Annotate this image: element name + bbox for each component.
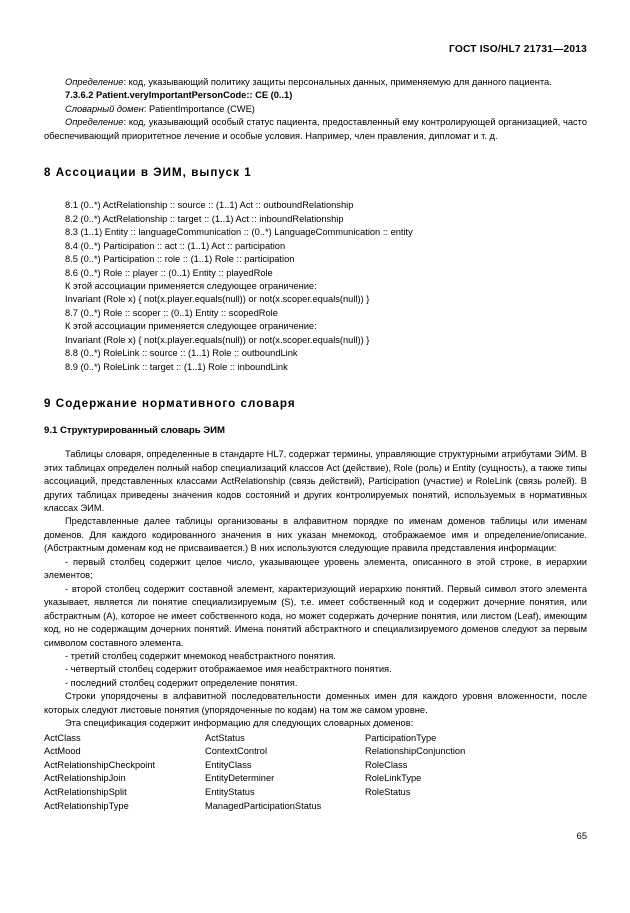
association-list xyxy=(44,199,587,374)
table-row xyxy=(44,759,587,773)
association-item: 8.4 (0..*) Participation :: act :: (1..1) Act :: participation xyxy=(65,240,286,251)
association-invariant: Invariant (Role x) { not(x.player.equals(null)) or not(x.scoper.equals(null)) } xyxy=(65,334,370,345)
domain-name-cell: ActClass xyxy=(44,732,81,743)
table-row xyxy=(44,745,587,759)
section-8-heading: 8 Ассоциации в ЭИМ, выпуск 1 xyxy=(44,166,252,180)
association-constraint-note: К этой ассоциации применяется следующее ограничение: xyxy=(65,321,317,332)
association-item: 8.8 (0..*) RoleLink :: source :: (1..1) Role :: outboundLink xyxy=(65,348,298,359)
body-paragraph: Таблицы словаря, определенные в стандарте HL7, содержат термины, управляющие структурными атрибутами ЭИМ. В этих таблицах определен полный набор специализаций классов Act (действие), Role (роль) и Entity (сущность), а также типы ассоциаций, представленных классами ActRelationship (связь действий), Participation (участие) и RoleLink (связь ролей). В других таблицах приведены значения кодов состояний и других контролируемых понятий, используемых в нормативных классах ЭИМ. xyxy=(44,449,587,513)
definition-text-2: : код, указывающий особый статус пациента, предоставленный ему контролирующей организацией, часто обеспечивающий приоритетное лечение и особые условия. Например, член правления, дипломат и т. д. xyxy=(44,117,587,141)
body-paragraph: Эта спецификация содержит информацию для следующих словарных доменов: xyxy=(65,718,414,729)
table-row xyxy=(44,732,587,746)
definition-label: Определение xyxy=(65,77,124,87)
domain-name-cell: EntityStatus xyxy=(205,787,255,798)
body-paragraph: Представленные далее таблицы организованы в алфавитном порядке по именам доменов таблицы или именам доменов. Для каждого кодированного значения в них указан мнемокод, отображаемое имя и определение/описание. (Абстрактным доменам код не присваивается.) В них используются следующие правила представления информации: xyxy=(44,516,587,554)
rule-item: - второй столбец содержит составной элемент, характеризующий иерархию понятий. Первый символ этого элемента указывает, является ли понятие специализируемым (S), т.е. имеет собственный код и содержит дочерние понятия, или абстрактным (А), которое не имеет собственного кода, но может содержать дочерние понятия, или листом (Leaf), имеющим код, но не содержащим дочерних понятий. Имена понятий абстрактного и специализируемого доменов следуют за первым символом составного элемента. xyxy=(44,583,587,648)
rule-item: - первый столбец содержит целое число, указывающее уровень элемента, описанного в этой строке, в иерархии элементов; xyxy=(44,556,587,581)
vocabulary-domain-line xyxy=(44,103,587,116)
page-number: 65 xyxy=(576,831,587,841)
domain-name-cell xyxy=(365,800,587,814)
domain-name-cell: ManagedParticipationStatus xyxy=(205,800,322,811)
association-item: 8.3 (1..1) Entity :: languageCommunication :: (0..*) LanguageCommunication :: entity xyxy=(65,227,413,238)
association-invariant: Invariant (Role x) { not(x.player.equals(null)) or not(x.scoper.equals(null)) } xyxy=(65,294,370,305)
spacer-after-section-8-heading xyxy=(44,180,587,199)
domain-name-cell: ActStatus xyxy=(205,732,245,743)
domain-name-cell: ActRelationshipSplit xyxy=(44,787,127,798)
domain-name-cell: ActMood xyxy=(44,746,81,757)
page-content xyxy=(44,76,587,813)
clause-heading-7362: 7.3.6.2 Patient.veryImportantPersonCode:: CE (0..1) xyxy=(65,90,293,101)
body-paragraph: Строки упорядочены в алфавитной последовательности доменных имен для каждого уровня вложенности, после которых следуют листовые понятия (упорядоченные по кодам) на том же самом уровне. xyxy=(44,691,587,715)
domain-name-cell: EntityDeterminer xyxy=(205,773,275,784)
association-item: 8.1 (0..*) ActRelationship :: source :: (1..1) Act :: outboundRelationship xyxy=(65,200,354,211)
domain-name-cell: RelationshipConjunction xyxy=(365,746,466,757)
vocabulary-domain-value: : PatientImportance (CWE) xyxy=(143,103,255,114)
association-item: 8.7 (0..*) Role :: scoper :: (0..1) Entity :: scopedRole xyxy=(65,307,278,318)
section-91-subheading: 9.1 Структурированный словарь ЭИМ xyxy=(44,425,225,437)
association-item: 8.6 (0..*) Role :: player :: (0..1) Entity :: playedRole xyxy=(65,267,273,278)
association-item: 8.5 (0..*) Participation :: role :: (1..1) Role :: participation xyxy=(65,254,295,265)
domain-name-cell: RoleClass xyxy=(365,759,408,770)
rule-item: - последний столбец содержит определение понятия. xyxy=(65,677,298,688)
association-item: 8.2 (0..*) ActRelationship :: target :: (1..1) Act :: inboundRelationship xyxy=(65,213,344,224)
page-header xyxy=(44,44,587,55)
domain-name-cell: ActRelationshipType xyxy=(44,800,129,811)
section-9-heading: 9 Содержание нормативного словаря xyxy=(44,397,296,411)
definition-label-2: Определение xyxy=(65,117,124,128)
domain-name-cell: ActRelationshipCheckpoint xyxy=(44,759,156,770)
domain-name-cell: EntityClass xyxy=(205,759,252,770)
standard-reference: ГОСТ ISO/HL7 21731—2013 xyxy=(449,44,587,55)
rule-item: - третий столбец содержит мнемокод неабстрактного понятия. xyxy=(65,650,336,661)
rule-item: - четвертый столбец содержит отображаемое имя неабстрактного понятия. xyxy=(65,664,392,675)
spacer-after-subheading-91 xyxy=(44,437,587,448)
domain-name-cell: RoleLinkType xyxy=(365,773,422,784)
domain-name-cell: ParticipationType xyxy=(365,732,437,743)
table-row xyxy=(44,786,587,800)
association-item: 8.9 (0..*) RoleLink :: target :: (1..1) Role :: inboundLink xyxy=(65,361,288,372)
association-constraint-note: К этой ассоциации применяется следующее ограничение: xyxy=(65,280,317,291)
spacer-before-subheading-91 xyxy=(44,411,587,424)
spacer-before-section-8 xyxy=(44,143,587,166)
domain-name-cell: RoleStatus xyxy=(365,787,411,798)
definition-text: : код, указывающий политику защиты персональных данных, применяемую для данного пациента. xyxy=(123,77,552,87)
definition-paragraph-2 xyxy=(44,116,587,143)
table-row xyxy=(44,800,587,814)
domain-name-cell: ContextControl xyxy=(205,746,268,757)
spacer-before-section-9 xyxy=(44,374,587,397)
vocabulary-domain-label: Словарный домен xyxy=(65,103,144,114)
table-row xyxy=(44,772,587,786)
definition-paragraph-1 xyxy=(44,76,587,89)
domain-name-cell: ActRelationshipJoin xyxy=(44,773,126,784)
vocabulary-domain-table xyxy=(44,732,587,814)
